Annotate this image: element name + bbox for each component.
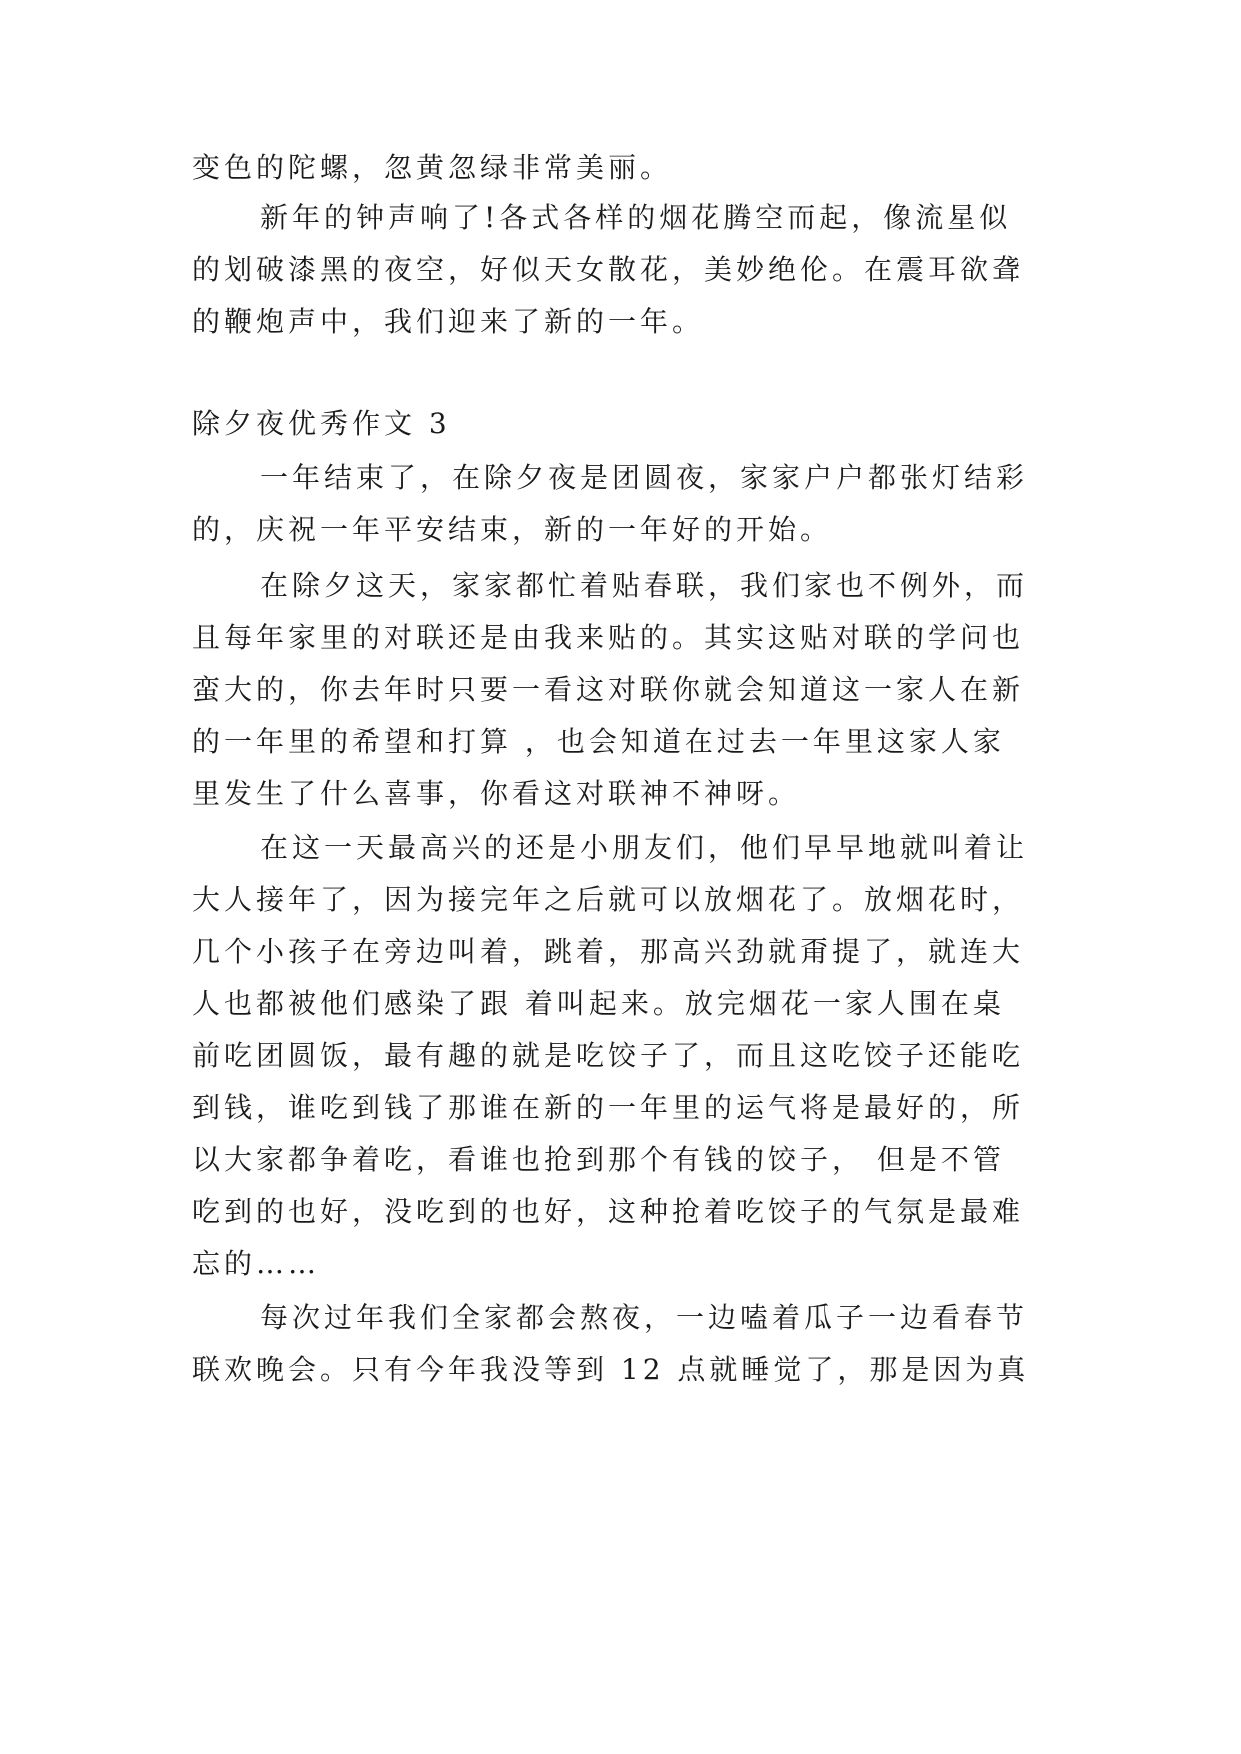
text-line: 几个小孩子在旁边叫着，跳着，那高兴劲就甭提了，就连大 xyxy=(192,935,1025,968)
text-line: 人也都被他们感染了跟 着叫起来。放完烟花一家人围在桌 xyxy=(192,987,1005,1020)
text-line: 的一年里的希望和打算 ，也会知道在过去一年里这家人家 xyxy=(192,725,1005,758)
text-line: 新年的钟声响了!各式各样的烟花腾空而起，像流星似 xyxy=(260,201,1012,234)
text-line: 大人接年了，因为接完年之后就可以放烟花了。放烟花时， xyxy=(192,883,1025,916)
text-line: 每次过年我们全家都会熬夜，一边嗑着瓜子一边看春节 xyxy=(260,1301,1029,1334)
text-line: 且每年家里的对联还是由我来贴的。其实这贴对联的学问也 xyxy=(192,621,1025,654)
text-line: 蛮大的，你去年时只要一看这对联你就会知道这一家人在新 xyxy=(192,673,1025,706)
text-line: 在这一天最高兴的还是小朋友们，他们早早地就叫着让 xyxy=(260,831,1029,864)
text-line: 的鞭炮声中，我们迎来了新的一年。 xyxy=(192,305,705,338)
text-line: 以大家都争着吃，看谁也抢到那个有钱的饺子， 但是不管 xyxy=(192,1143,1005,1176)
text-line: 的，庆祝一年平安结束，新的一年好的开始。 xyxy=(192,513,833,546)
text-line: 的划破漆黑的夜空，好似天女散花，美妙绝伦。在震耳欲聋 xyxy=(192,253,1025,286)
text-line: 前吃团圆饭，最有趣的就是吃饺子了，而且这吃饺子还能吃 xyxy=(192,1039,1025,1072)
text-line: 忘的…… xyxy=(192,1247,321,1280)
text-line: 一年结束了，在除夕夜是团圆夜，家家户户都张灯结彩 xyxy=(260,461,1029,494)
text-line: 吃到的也好，没吃到的也好，这种抢着吃饺子的气氛是最难 xyxy=(192,1195,1025,1228)
text-line: 在除夕这天，家家都忙着贴春联，我们家也不例外，而 xyxy=(260,569,1029,602)
text-line: 变色的陀螺，忽黄忽绿非常美丽。 xyxy=(192,151,673,184)
text-line: 里发生了什么喜事，你看这对联神不神呀。 xyxy=(192,777,801,810)
section-heading: 除夕夜优秀作文 3 xyxy=(192,407,451,440)
text-line: 联欢晚会。只有今年我没等到 12 点就睡觉了，那是因为真 xyxy=(192,1353,1030,1386)
text-line: 到钱，谁吃到钱了那谁在新的一年里的运气将是最好的，所 xyxy=(192,1091,1025,1124)
